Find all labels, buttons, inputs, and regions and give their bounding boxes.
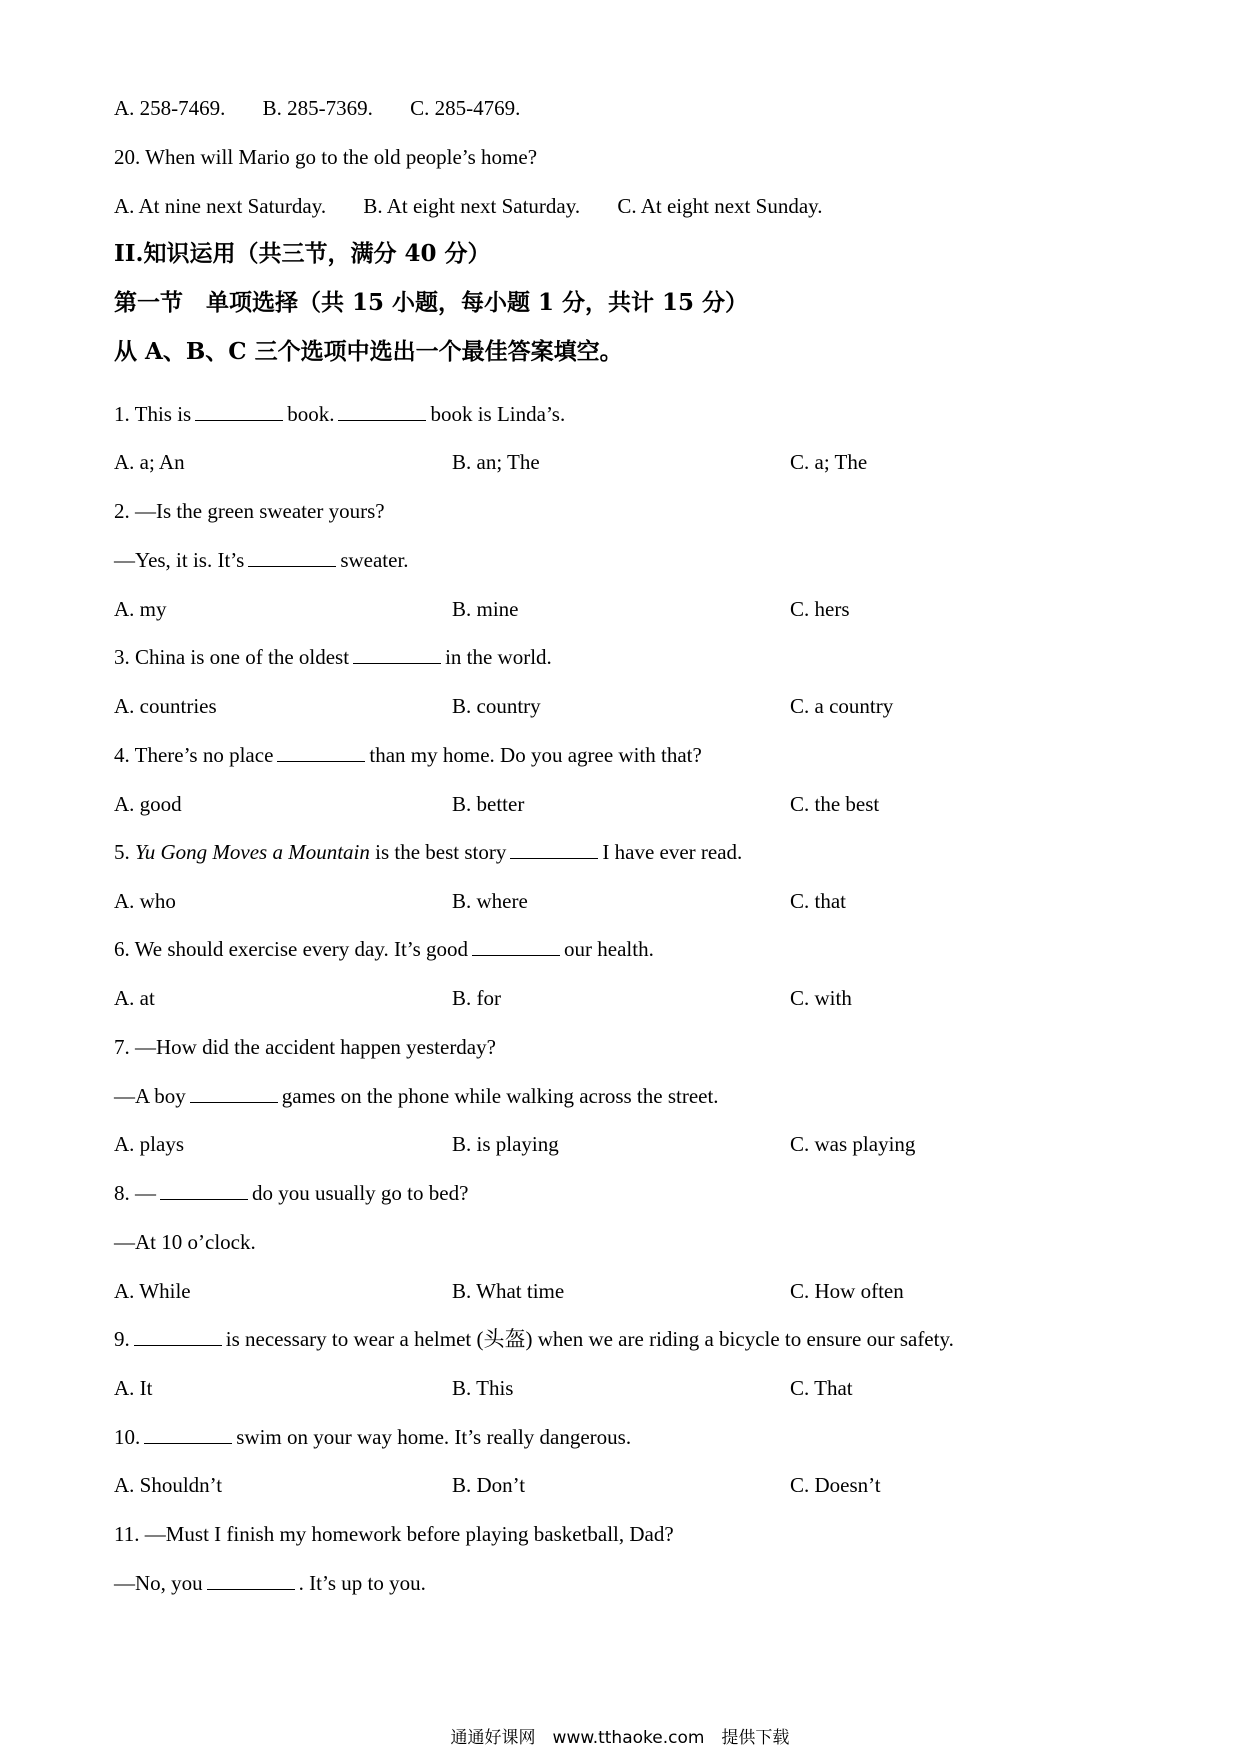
q1-option-b: B. an; The — [452, 450, 540, 474]
q6-text-post: our health. — [564, 937, 654, 961]
q8-option-c: C. How often — [790, 1279, 904, 1303]
blank — [144, 1425, 232, 1444]
blank — [510, 840, 598, 859]
q2-text-post: sweater. — [340, 548, 409, 572]
q10-text-pre: 10. — [114, 1425, 141, 1449]
q6-option-c: C. with — [790, 986, 852, 1010]
q1-text-pre: 1. This is — [114, 402, 192, 426]
q3-options — [114, 693, 1014, 719]
q5-text-post: I have ever read. — [602, 840, 743, 864]
q8-line2: —At 10 o’clock. — [114, 1230, 256, 1254]
q19-options — [114, 95, 520, 121]
q19-option-c: C. 285-4769. — [410, 96, 521, 120]
q4-text-post: than my home. Do you agree with that? — [369, 743, 702, 767]
question-7 — [114, 1083, 719, 1109]
q11-text-pre: —No, you — [114, 1571, 203, 1595]
q2-option-b: B. mine — [452, 597, 519, 621]
q7-line1: 7. —How did the accident happen yesterday? — [114, 1035, 496, 1059]
blank — [472, 937, 560, 956]
q9-text-pre: 9. — [114, 1327, 130, 1351]
q11-text-post: . It’s up to you. — [298, 1571, 426, 1595]
q2-option-a: A. my — [114, 597, 167, 621]
q9-options — [114, 1375, 1014, 1401]
q8-text-pre: 8. — — [114, 1181, 156, 1205]
q20-option-b: B. At eight next Saturday. — [363, 194, 581, 218]
q5-number: 5. — [114, 840, 130, 864]
q8-option-a: A. While — [114, 1279, 191, 1303]
q6-options — [114, 985, 1014, 1011]
q6-option-b: B. for — [452, 986, 501, 1010]
blank — [353, 645, 441, 664]
q11-line1: 11. —Must I finish my homework before playing basketball, Dad? — [114, 1522, 674, 1546]
blank — [160, 1181, 248, 1200]
q3-option-a: A. countries — [114, 694, 217, 718]
q10-text-post: swim on your way home. It’s really dangerous. — [236, 1425, 632, 1449]
q2-line1: 2. —Is the green sweater yours? — [114, 499, 385, 523]
q3-option-c: C. a country — [790, 694, 894, 718]
part-heading: 第一节 单项选择（共 15 小题，每小题 1 分，共计 15 分） — [114, 289, 749, 316]
blank — [134, 1327, 222, 1346]
q19-option-a: A. 258-7469. — [114, 96, 226, 120]
instruction: 从 A、B、C 三个选项中选出一个最佳答案填空。 — [114, 338, 623, 365]
q10-options — [114, 1472, 1014, 1498]
q9-option-c: C. That — [790, 1376, 853, 1400]
blank — [195, 402, 283, 421]
q5-story-title: Yu Gong Moves a Mountain — [135, 840, 370, 864]
q5-text-pre: is the best story — [375, 840, 507, 864]
q7-text-post: games on the phone while walking across the street. — [281, 1084, 719, 1108]
q10-option-b: B. Don’t — [452, 1473, 526, 1497]
q4-option-a: A. good — [114, 792, 182, 816]
q20-options — [114, 193, 823, 219]
question-6 — [114, 936, 654, 962]
q4-text-pre: 4. There’s no place — [114, 743, 274, 767]
q4-option-c: C. the best — [790, 792, 880, 816]
q20-option-a: A. At nine next Saturday. — [114, 194, 327, 218]
blank — [277, 743, 365, 762]
q3-option-b: B. country — [452, 694, 541, 718]
question-10 — [114, 1424, 631, 1450]
q6-option-a: A. at — [114, 986, 155, 1010]
question-1 — [114, 401, 565, 427]
question-9 — [114, 1326, 954, 1352]
q8-option-b: B. What time — [452, 1279, 565, 1303]
q20-option-c: C. At eight next Sunday. — [617, 194, 823, 218]
q4-options — [114, 791, 1014, 817]
q5-option-a: A. who — [114, 889, 176, 913]
q9-option-a: A. It — [114, 1376, 153, 1400]
q19-option-b: B. 285-7369. — [262, 96, 373, 120]
question-11 — [114, 1570, 426, 1596]
page-footer: 通通好课网 www.tthaoke.com 提供下载 — [450, 1728, 790, 1748]
q7-option-b: B. is playing — [452, 1132, 559, 1156]
q7-text-pre: —A boy — [114, 1084, 186, 1108]
q1-option-a: A. a; An — [114, 450, 185, 474]
question-4 — [114, 742, 702, 768]
q8-options — [114, 1278, 1014, 1304]
q7-option-a: A. plays — [114, 1132, 184, 1156]
question-3 — [114, 644, 552, 670]
q7-options — [114, 1131, 1014, 1157]
q8-text-post: do you usually go to bed? — [252, 1181, 469, 1205]
q20-text: 20. When will Mario go to the old people’s home? — [114, 145, 538, 169]
q1-option-c: C. a; The — [790, 450, 868, 474]
q6-text-pre: 6. We should exercise every day. It’s good — [114, 937, 469, 961]
q3-text-pre: 3. China is one of the oldest — [114, 645, 350, 669]
q2-options — [114, 596, 1014, 622]
q5-options — [114, 888, 1014, 914]
q5-option-c: C. that — [790, 889, 846, 913]
q5-option-b: B. where — [452, 889, 528, 913]
q4-option-b: B. better — [452, 792, 525, 816]
q3-text-post: in the world. — [445, 645, 552, 669]
q1-options — [114, 449, 1014, 475]
blank — [190, 1084, 278, 1103]
q1-text-post: book is Linda’s. — [430, 402, 566, 426]
blank — [207, 1571, 295, 1590]
q9-option-b: B. This — [452, 1376, 514, 1400]
section-heading: II.知识运用（共三节，满分 40 分） — [114, 240, 491, 267]
q10-option-c: C. Doesn’t — [790, 1473, 881, 1497]
question-8 — [114, 1180, 468, 1206]
q10-option-a: A. Shouldn’t — [114, 1473, 223, 1497]
q2-option-c: C. hers — [790, 597, 850, 621]
question-5 — [114, 839, 742, 865]
q2-text-pre: —Yes, it is. It’s — [114, 548, 245, 572]
q9-text-post: is necessary to wear a helmet (头盔) when we are riding a bicycle to ensure our safety. — [225, 1327, 954, 1351]
blank — [338, 402, 426, 421]
q1-text-mid: book. — [287, 402, 335, 426]
question-2 — [114, 547, 409, 573]
blank — [248, 548, 336, 567]
q7-option-c: C. was playing — [790, 1132, 916, 1156]
